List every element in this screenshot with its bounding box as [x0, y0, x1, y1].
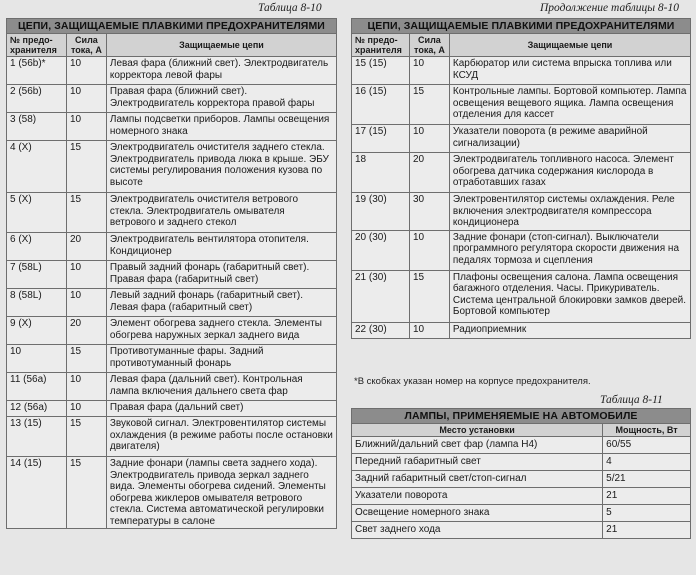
fuse-number-cell: 5 (X) — [7, 193, 67, 233]
table-row — [352, 85, 691, 125]
table-row — [352, 454, 691, 471]
fuse-number-cell: 18 — [352, 153, 410, 193]
fuse-number-cell: 2 (56b) — [7, 85, 67, 113]
current-cell: 10 — [409, 322, 449, 338]
table-row — [7, 345, 337, 373]
fuse-table-right — [351, 18, 691, 339]
current-cell: 10 — [66, 85, 106, 113]
circuits-cell: Задние фонари (лампы света заднего хода). Электродвигатель привода зеркал заднего вида. Элементы обогрева сидений. Элементы обогрева жиклеров омывателя ветрового стекла. Система автоматической регулировки температуры в салоне — [106, 457, 336, 529]
circuits-cell: Лампы подсветки приборов. Лампы освещения номерного знака — [106, 113, 336, 141]
col-place-header: Место установки — [352, 424, 603, 437]
circuits-cell: Левый задний фонарь (габаритный свет). Левая фара (габаритный свет) — [106, 289, 336, 317]
place-cell: Передний габаритный свет — [352, 454, 603, 471]
fuse-number-cell: 9 (X) — [7, 317, 67, 345]
table-row — [352, 437, 691, 454]
table-row — [352, 230, 691, 270]
circuits-cell: Электродвигатель топливного насоса. Элемент обогрева датчика содержания кислорода в отработавших газах — [449, 153, 690, 193]
circuits-cell: Левая фара (дальний свет). Контрольная лампа включения дальнего света фар — [106, 373, 336, 401]
current-cell: 10 — [66, 373, 106, 401]
left-table-caption: Таблица 8-10 — [258, 2, 322, 14]
lamps-table-band-title: ЛАМПЫ, ПРИМЕНЯЕМЫЕ НА АВТОМОБИЛЕ — [352, 409, 691, 424]
lamps-table — [351, 408, 691, 539]
table-row — [7, 57, 337, 85]
table-row — [352, 505, 691, 522]
current-cell: 15 — [66, 193, 106, 233]
table-row — [7, 113, 337, 141]
circuits-cell: Элемент обогрева заднего стекла. Элементы обогрева наружных зеркал заднего вида — [106, 317, 336, 345]
power-cell: 5 — [603, 505, 691, 522]
current-cell: 10 — [66, 289, 106, 317]
table-row — [352, 522, 691, 539]
fuse-number-cell: 21 (30) — [352, 270, 410, 322]
fuse-number-cell: 4 (X) — [7, 141, 67, 193]
circuits-cell: Левая фара (ближний свет). Электродвигатель корректора левой фары — [106, 57, 336, 85]
circuits-cell: Правая фара (ближний свет). Электродвигатель корректора правой фары — [106, 85, 336, 113]
current-cell: 20 — [66, 317, 106, 345]
current-cell: 15 — [66, 417, 106, 457]
col-power-header: Мощность, Вт — [603, 424, 691, 437]
circuits-cell: Контрольные лампы. Бортовой компьютер. Лампа освещения вещевого ящика. Лампа освещения отделения для кассет — [449, 85, 690, 125]
current-cell: 15 — [66, 141, 106, 193]
circuits-cell: Правая фара (дальний свет) — [106, 401, 336, 417]
circuits-cell: Электродвигатель очистителя ветрового стекла. Электродвигатель омывателя ветрового и заднего стекол — [106, 193, 336, 233]
current-cell: 10 — [409, 125, 449, 153]
col-fuse-header: № предо-хранителя — [7, 34, 67, 57]
fuse-number-cell: 12 (56a) — [7, 401, 67, 417]
circuits-cell: Радиоприемник — [449, 322, 690, 338]
lamps-table-caption: Таблица 8-11 — [600, 394, 663, 406]
circuits-cell: Звуковой сигнал. Электровентилятор системы охлаждения (в режиме работы после остановки двигателя) — [106, 417, 336, 457]
col-circuits-header: Защищаемые цепи — [106, 34, 336, 57]
place-cell: Свет заднего хода — [352, 522, 603, 539]
circuits-cell: Электровентилятор системы охлаждения. Реле включения электродвигателя компрессора кондиционера — [449, 193, 690, 231]
fuse-number-cell: 17 (15) — [352, 125, 410, 153]
fuse-number-cell: 7 (58L) — [7, 261, 67, 289]
power-cell: 4 — [603, 454, 691, 471]
table-row — [7, 457, 337, 529]
table-row — [7, 193, 337, 233]
fuse-number-cell: 22 (30) — [352, 322, 410, 338]
fuse-number-cell: 20 (30) — [352, 230, 410, 270]
power-cell: 60/55 — [603, 437, 691, 454]
col-current-header: Сила тока, А — [66, 34, 106, 57]
col-fuse-header: № предо-хранителя — [352, 34, 410, 57]
current-cell: 10 — [409, 57, 449, 85]
right-table-caption: Продолжение таблицы 8-10 — [540, 2, 679, 14]
power-cell: 21 — [603, 488, 691, 505]
current-cell: 10 — [66, 113, 106, 141]
table-row — [352, 471, 691, 488]
fuse-number-cell: 1 (56b)* — [7, 57, 67, 85]
table-row — [7, 417, 337, 457]
left-table-band-title: ЦЕПИ, ЗАЩИЩАЕМЫЕ ПЛАВКИМИ ПРЕДОХРАНИТЕЛЯМИ — [7, 19, 337, 34]
power-cell: 5/21 — [603, 471, 691, 488]
table-row — [7, 373, 337, 401]
place-cell: Освещение номерного знака — [352, 505, 603, 522]
circuits-cell: Электродвигатель вентилятора отопителя. Кондиционер — [106, 233, 336, 261]
fuse-number-cell: 13 (15) — [7, 417, 67, 457]
table-row — [352, 153, 691, 193]
fuse-number-cell: 15 (15) — [352, 57, 410, 85]
footnote: *В скобках указан номер на корпусе предохранителя. — [354, 376, 591, 387]
place-cell: Ближний/дальний свет фар (лампа Н4) — [352, 437, 603, 454]
right-table-band-title: ЦЕПИ, ЗАЩИЩАЕМЫЕ ПЛАВКИМИ ПРЕДОХРАНИТЕЛЯМИ — [352, 19, 691, 34]
power-cell: 21 — [603, 522, 691, 539]
circuits-cell: Электродвигатель очистителя заднего стекла. Электродвигатель привода люка в крыше. ЭБУ системы регулирования положения кузова по высоте — [106, 141, 336, 193]
table-row — [352, 57, 691, 85]
circuits-cell: Задние фонари (стоп-сигнал). Выключатели программного регулятора скорости движения на педалях тормоза и сцепления — [449, 230, 690, 270]
current-cell: 10 — [409, 230, 449, 270]
current-cell: 15 — [409, 270, 449, 322]
current-cell: 10 — [66, 401, 106, 417]
fuse-number-cell: 19 (30) — [352, 193, 410, 231]
table-row — [7, 317, 337, 345]
current-cell: 20 — [409, 153, 449, 193]
table-row — [352, 322, 691, 338]
table-row — [7, 233, 337, 261]
table-row — [7, 401, 337, 417]
current-cell: 10 — [66, 57, 106, 85]
fuse-number-cell: 11 (56a) — [7, 373, 67, 401]
table-row — [352, 125, 691, 153]
current-cell: 20 — [66, 233, 106, 261]
circuits-cell: Плафоны освещения салона. Лампа освещения багажного отделения. Часы. Прикуриватель. Система центральной блокировки замков дверей. Бортовой компьютер — [449, 270, 690, 322]
table-row — [352, 270, 691, 322]
current-cell: 10 — [66, 261, 106, 289]
current-cell: 15 — [409, 85, 449, 125]
fuse-table-left — [6, 18, 337, 529]
place-cell: Задний габаритный свет/стоп-сигнал — [352, 471, 603, 488]
table-row — [7, 85, 337, 113]
place-cell: Указатели поворота — [352, 488, 603, 505]
current-cell: 15 — [66, 345, 106, 373]
table-row — [7, 141, 337, 193]
table-row — [352, 193, 691, 231]
fuse-number-cell: 10 — [7, 345, 67, 373]
fuse-number-cell: 8 (58L) — [7, 289, 67, 317]
current-cell: 15 — [66, 457, 106, 529]
table-row — [7, 261, 337, 289]
fuse-number-cell: 3 (58) — [7, 113, 67, 141]
circuits-cell: Противотуманные фары. Задний противотуманный фонарь — [106, 345, 336, 373]
fuse-number-cell: 14 (15) — [7, 457, 67, 529]
circuits-cell: Правый задний фонарь (габаритный свет). Правая фара (габаритный свет) — [106, 261, 336, 289]
current-cell: 30 — [409, 193, 449, 231]
circuits-cell: Карбюратор или система впрыска топлива или КСУД — [449, 57, 690, 85]
col-circuits-header: Защищаемые цепи — [449, 34, 690, 57]
circuits-cell: Указатели поворота (в режиме аварийной сигнализации) — [449, 125, 690, 153]
col-current-header: Сила тока, А — [409, 34, 449, 57]
table-row — [7, 289, 337, 317]
table-row — [352, 488, 691, 505]
fuse-number-cell: 6 (X) — [7, 233, 67, 261]
fuse-number-cell: 16 (15) — [352, 85, 410, 125]
